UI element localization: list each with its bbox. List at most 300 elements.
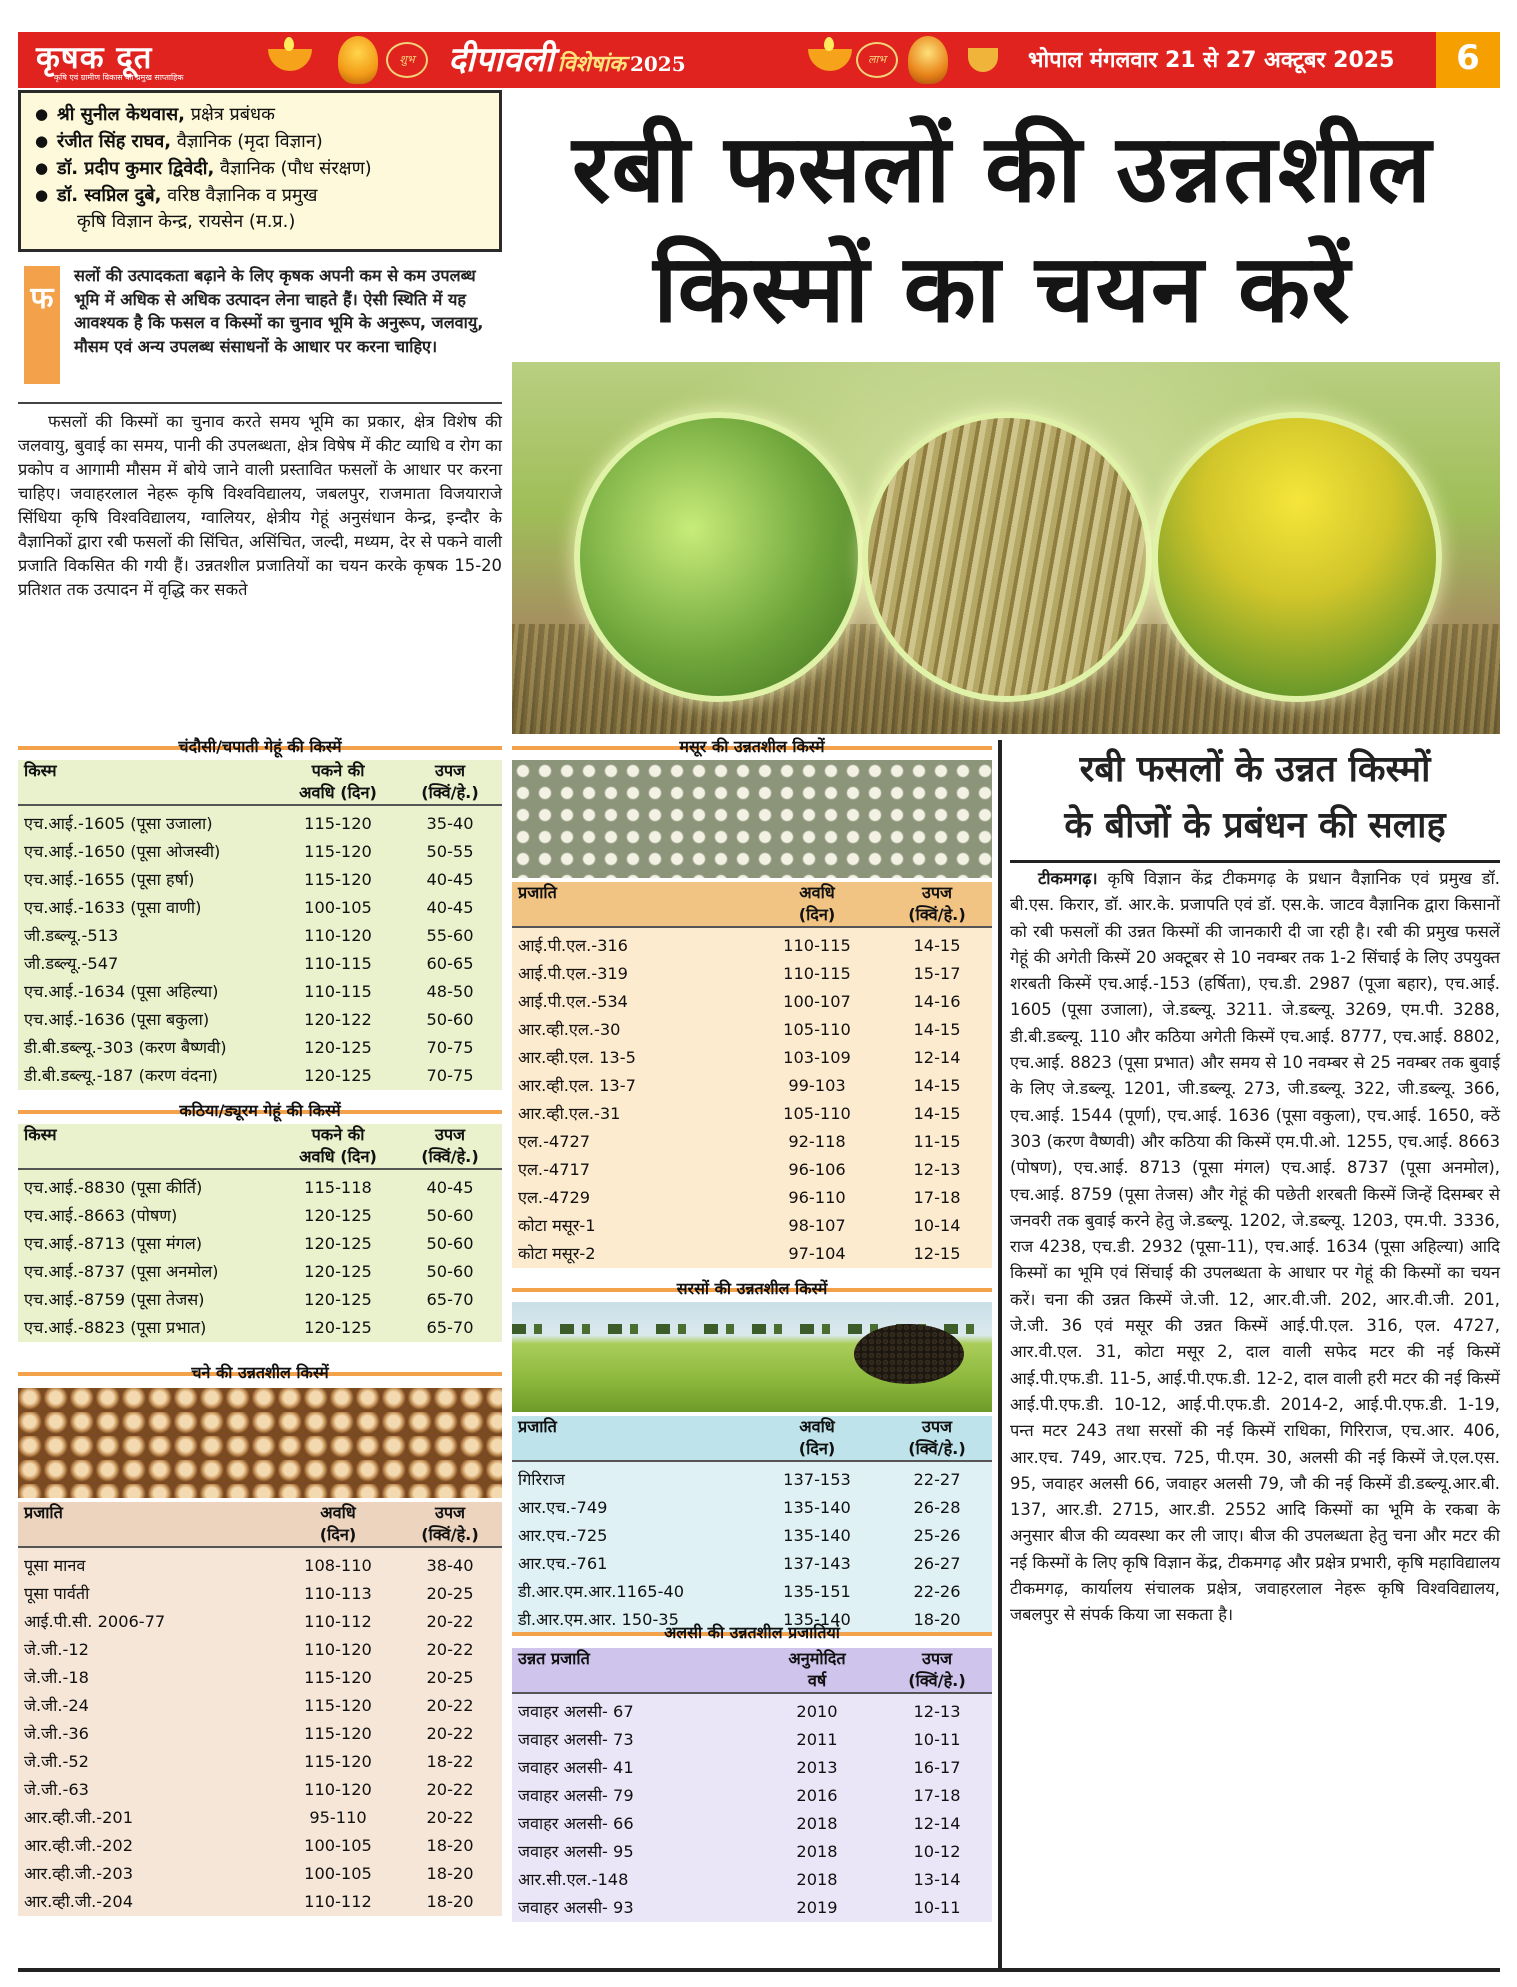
variety-name: एच.आई.-1655 (पूसा हर्षा) <box>24 870 195 889</box>
variety-name: एच.आई.-1633 (पूसा वाणी) <box>24 898 202 917</box>
col-header: अवधि <box>799 1417 835 1436</box>
duration-value: 105-110 <box>783 1104 851 1123</box>
author-name: श्री सुनील केथवास, <box>57 104 185 125</box>
alsi-title-text: अलसी की उन्नतशील प्रजातियां <box>664 1623 840 1642</box>
yield-value: 13-14 <box>913 1870 961 1889</box>
yield-value: 16-17 <box>913 1758 961 1777</box>
table-row <box>18 1314 502 1342</box>
table-row <box>18 1062 502 1090</box>
variety-name: एच.आई.-8663 (पोषण) <box>24 1206 178 1225</box>
duration-value: 137-153 <box>783 1470 851 1489</box>
table-row <box>18 1608 502 1636</box>
col-header: पकने की <box>311 1125 365 1144</box>
side-article-headline <box>1010 742 1500 854</box>
duration-value: 115-120 <box>304 1668 372 1687</box>
duration-value: 135-140 <box>783 1610 851 1629</box>
table-row <box>18 1748 502 1776</box>
variety-name: जे.जी.-63 <box>24 1780 89 1799</box>
table-row <box>512 927 992 960</box>
col-header: अवधि (दिन) <box>278 1146 398 1169</box>
yield-value: 12-13 <box>913 1160 961 1179</box>
variety-name: एच.आई.-8713 (पूसा मंगल) <box>24 1234 203 1253</box>
yield-value: 14-15 <box>913 1020 961 1039</box>
col-header: प्रजाति <box>24 1503 63 1522</box>
table-row <box>18 1286 502 1314</box>
variety-name: जवाहर अलसी- 73 <box>518 1730 634 1749</box>
page-number: 6 <box>1456 38 1480 78</box>
wheat-chandausi-title <box>18 736 502 758</box>
yield-value: 50-60 <box>426 1206 474 1225</box>
chana-table <box>18 1502 502 1916</box>
yield-value: 20-22 <box>426 1696 474 1715</box>
variety-name: एच.आई.-1605 (पूसा उजाला) <box>24 814 213 833</box>
edition-title-special: विशेषांक <box>557 51 626 77</box>
yield-value: 65-70 <box>426 1318 474 1337</box>
col-header: वर्ष <box>752 1670 882 1693</box>
duration-value: 2011 <box>796 1730 838 1749</box>
logo-tagline: कृषि एवं ग्रामीण विकास का प्रमुख साप्ताहिक <box>54 73 184 82</box>
duration-value: 120-125 <box>304 1262 372 1281</box>
duration-value: 2010 <box>796 1702 838 1721</box>
table-row <box>18 1832 502 1860</box>
yield-value: 25-26 <box>913 1526 961 1545</box>
yield-value: 20-22 <box>426 1780 474 1799</box>
duration-value: 96-110 <box>788 1188 846 1207</box>
yield-value: 11-15 <box>913 1132 961 1151</box>
duration-value: 120-125 <box>304 1066 372 1085</box>
col-header: (क्विं/हे.) <box>882 904 992 927</box>
variety-name: आई.पी.एल.-316 <box>518 936 628 955</box>
yield-value: 60-65 <box>426 954 474 973</box>
variety-name: आर.एच.-725 <box>518 1526 608 1545</box>
col-header: उपज <box>434 1503 466 1522</box>
variety-name: एल.-4727 <box>518 1132 591 1151</box>
table-row <box>512 1461 992 1494</box>
table-row <box>18 1258 502 1286</box>
duration-value: 110-115 <box>304 982 372 1001</box>
lamp-icon <box>968 48 998 72</box>
col-header: (दिन) <box>278 1524 398 1547</box>
labh-badge: लाभ <box>856 42 898 78</box>
mustard-field-photo <box>512 1302 992 1412</box>
yield-value: 17-18 <box>913 1786 961 1805</box>
lead-paragraph <box>18 256 502 399</box>
variety-name: जी.डब्ल्यू.-513 <box>24 926 119 945</box>
duration-value: 135-140 <box>783 1498 851 1517</box>
duration-value: 120-125 <box>304 1038 372 1057</box>
wheat-circle-image <box>862 412 1152 702</box>
duration-value: 2018 <box>796 1870 838 1889</box>
table-row <box>512 1494 992 1522</box>
masoor-title-text: मसूर की उन्नतशील किस्में <box>679 737 825 756</box>
col-header: प्रजाति <box>518 1417 557 1436</box>
col-header: (दिन) <box>752 904 882 927</box>
duration-value: 110-120 <box>304 926 372 945</box>
table-row <box>18 1720 502 1748</box>
variety-name: आर.सी.एल.-148 <box>518 1870 629 1889</box>
table-row <box>512 988 992 1016</box>
edition-title-main: दीपावली <box>448 40 554 80</box>
diya-icon <box>268 49 312 71</box>
table-row <box>18 1034 502 1062</box>
yield-value: 22-27 <box>913 1470 961 1489</box>
headline-line-2: के बीजों के प्रबंधन की सलाह <box>1064 805 1446 846</box>
page-number-box <box>1436 32 1500 88</box>
duration-value: 100-107 <box>783 992 851 1011</box>
divider <box>18 402 502 404</box>
duration-value: 110-112 <box>304 1892 372 1911</box>
yield-value: 40-45 <box>426 1178 474 1197</box>
variety-name: जवाहर अलसी- 93 <box>518 1898 634 1917</box>
chana-title-text: चने की उन्नतशील किस्में <box>191 1363 329 1382</box>
table-row <box>18 1804 502 1832</box>
variety-name: आर.एच.-761 <box>518 1554 608 1573</box>
table-row <box>18 866 502 894</box>
side-article-body <box>1010 866 1500 1629</box>
alsi-title <box>512 1622 992 1644</box>
variety-name: जे.जी.-24 <box>24 1696 89 1715</box>
variety-name: जवाहर अलसी- 95 <box>518 1842 634 1861</box>
yield-value: 38-40 <box>426 1556 474 1575</box>
yield-value: 50-60 <box>426 1262 474 1281</box>
page-title <box>512 110 1492 350</box>
duration-value: 137-143 <box>783 1554 851 1573</box>
variety-name: एल.-4717 <box>518 1160 591 1179</box>
col-header: अवधि <box>799 883 835 902</box>
table-body <box>18 1169 502 1342</box>
duration-value: 97-104 <box>788 1244 846 1263</box>
yield-value: 50-60 <box>426 1234 474 1253</box>
variety-name: गिरिराज <box>518 1470 565 1489</box>
duration-value: 110-115 <box>783 936 851 955</box>
logo-text: कृषक दूत <box>36 40 153 76</box>
table-row <box>512 960 992 988</box>
variety-name: आर.व्ही.जी.-204 <box>24 1892 134 1911</box>
author-item <box>35 101 485 128</box>
author-role: वरिष्ठ वैज्ञानिक व प्रमुख <box>167 185 318 206</box>
table-row <box>18 894 502 922</box>
yield-value: 22-26 <box>913 1582 961 1601</box>
divider <box>1010 860 1500 863</box>
variety-name: जे.जी.-52 <box>24 1752 89 1771</box>
duration-value: 2018 <box>796 1814 838 1833</box>
author-box <box>18 90 502 252</box>
variety-name: पूसा पार्वती <box>24 1584 90 1603</box>
table-row <box>512 1156 992 1184</box>
col-header: किस्म <box>24 1125 57 1144</box>
side-article-text: कृषि विज्ञान केंद्र टीकमगढ़ के प्रधान वैज्ञानिक एवं प्रमुख डॉ. बी.एस. किरार, डॉ. आर.के. प्रजापति एवं डॉ. एस.के. जाटव वैज्ञानिक द्वारा किसानों को रबी फसलों की उन्नत किस्मों की जानकारी दी जा रही है। रबी की प्रमुख फसलें गेहूं की अगेती किस्में 20 अक्टूबर से 10 नवम्बर तक 1-2 सिंचाई के लिए उपयुक्त शरबती किस्में एच.आई.-153 (हर्षिता), एच.डी. 2987 (पूजा बहार), एच.आई. 1605 (पूसा उजाला), जे.डब्ल्यू. 3211. जे.डब्ल्यू. 3269, एम.पी. 3288, डी.बी.डब्ल्यू. 110 और कठिया अगेती किस्में एच.आई. 8777, एच.आई. 8802, एच.आई. 8823 (पूसा प्रभात) और समय से 10 नवम्बर से 25 नवम्बर तक बुवाई के लिए जे.डब्ल्यू. 1201, जी.डब्ल्यू. 273, जी.डब्ल्यू. 322, जी.डब्ल्यू. 366, एच.आई. 1544 (पूर्णा), एच.आई. 1636 (पूसा वकुला), एच.आई. 1650, क्ठें 303 (करण वैष्णवी) और कठिया की किस्में एम.पी.ओ. 1255, एच.आई. 8663 (पोषण), एच.आई. 8713 (पूसा मंगल) एच.आई. 8737 (पूसा अनमोल), एच.आई. 8759 (पूसा तेजस) और गेहूं की पछेती शरबती किस्में जिन्हें दिसम्बर से जनवरी तक बुवाई करने हेतु जे.डब्ल्यू. 1202, जे.डब्ल्यू. 1203, एम.पी. 3336, राज 4238, एच.डी. 2932 (पूसा-11), एच.आई. 1634 (पूसा अहिल्या) आदि किस्मों का भूमि एवं सिंचाई की उपलब्धता के आधार पर गेहूं की किस्मों का चयन करें। चना की उन्नत किस्में जे.जी. 12, आर.वी.जी. 202, आर.वी.जी. 201, जे.जी. 36 एवं मसूर की उन्नत किस्में आई.पी.एल. 316, एल. 4727, आर.वी.एल. 31, कोटा मसूर 2, दाल वाली सफेद मटर की नई किस्में आई.पी.एफ.डी. 11-5, आई.पी.एफ.डी. 12-2, दाल वाली हरी मटर की नई किस्में आई.पी.एफ.डी. 10-12, आई.पी.एफ.डी. 2014-2, आई.पी.एफ.डी. 1-19, पन्त मटर 243 तथा सरसों की नई किस्में राधिका, गिरिराज, एच.आर. 406, आर.एच. 749, आर.एच. 725, पी.एम. 30, अलसी की नई किस्में जे.एल.एस. 95, जवाहर अलसी 66, जवाहर अलसी 79, जौ की नई किस्में डी.डब्ल्यू.आर.बी. 137, आर.डी. 2715, आर.डी. 2552 आदि किस्मों का भूमि के रकबा के अनुसार बीज की व्यवस्था कर ली जाए। बीज की उपलब्धता हेतु चना और मटर की नई किस्मों के लिए कृषि विज्ञान केंद्र, टीकमगढ़ और प्रक्षेत्र प्रभारी, कृषि महाविद्यालय टीकमगढ़, कार्यालय संचालक प्रक्षेत्र, जवाहरलाल नेहरू कृषि विश्वविद्यालय, जबलपुर से संपर्क किया जा सकता है। <box>1010 869 1500 1625</box>
table-row <box>18 1169 502 1202</box>
variety-name: कोटा मसूर-1 <box>518 1216 596 1235</box>
title-line-1: रबी फसलों की उन्नतशील <box>572 115 1432 224</box>
variety-name: एच.आई.-1650 (पूसा ओजस्वी) <box>24 842 221 861</box>
table-row <box>512 1894 992 1922</box>
table-row <box>512 1044 992 1072</box>
alsi-table <box>512 1648 992 1922</box>
yield-value: 18-22 <box>426 1752 474 1771</box>
table-row <box>18 1692 502 1720</box>
variety-name: एच.आई.-8737 (पूसा अनमोल) <box>24 1262 219 1281</box>
masoor-table <box>512 882 992 1268</box>
author-org: कृषि विज्ञान केन्द्र, रायसेन (म.प्र.) <box>77 211 296 232</box>
duration-value: 103-109 <box>783 1048 851 1067</box>
table-row <box>18 1547 502 1580</box>
yield-value: 15-17 <box>913 964 961 983</box>
yield-value: 20-22 <box>426 1724 474 1743</box>
table-row <box>512 1100 992 1128</box>
col-header: उपज <box>921 1649 953 1668</box>
duration-value: 120-122 <box>304 1010 372 1029</box>
table-row <box>18 1230 502 1258</box>
duration-value: 115-120 <box>304 814 372 833</box>
author-item <box>35 128 485 155</box>
col-header: (दिन) <box>752 1438 882 1461</box>
duration-value: 115-120 <box>304 1696 372 1715</box>
duration-value: 2019 <box>796 1898 838 1917</box>
yield-value: 14-15 <box>913 936 961 955</box>
yield-value: 35-40 <box>426 814 474 833</box>
variety-name: एल.-4729 <box>518 1188 591 1207</box>
yield-value: 20-22 <box>426 1808 474 1827</box>
duration-value: 108-110 <box>304 1556 372 1575</box>
variety-name: आर.व्ही.जी.-202 <box>24 1836 134 1855</box>
table-row <box>18 950 502 978</box>
variety-name: एच.आई.-8823 (पूसा प्रभात) <box>24 1318 207 1337</box>
yield-value: 48-50 <box>426 982 474 1001</box>
yield-value: 65-70 <box>426 1290 474 1309</box>
yield-value: 50-60 <box>426 1010 474 1029</box>
sarson-title <box>512 1278 992 1300</box>
table-row <box>512 1184 992 1212</box>
col-header: अवधि (दिन) <box>278 782 398 805</box>
wheat-kathia-title-text: कठिया/ड्यूरम गेहूं की किस्में <box>179 1101 341 1120</box>
col-header: (क्विं/हे.) <box>882 1670 992 1693</box>
chickpea-seeds-photo <box>18 1388 502 1498</box>
col-header: (क्विं/हे.) <box>398 1524 502 1547</box>
laxmi-icon <box>908 36 948 84</box>
masthead <box>18 32 1500 88</box>
col-header: उपज <box>921 1417 953 1436</box>
author-name: डॉ. स्वप्निल दुबे, <box>57 185 162 206</box>
table-body <box>512 1693 992 1922</box>
yield-value: 12-15 <box>913 1244 961 1263</box>
variety-name: डी.आर.एम.आर. 150-35 <box>518 1610 679 1629</box>
duration-value: 2013 <box>796 1758 838 1777</box>
duration-value: 120-125 <box>304 1206 372 1225</box>
col-header: उन्नत प्रजाति <box>518 1649 590 1668</box>
yield-value: 20-25 <box>426 1584 474 1603</box>
sarson-table <box>512 1416 992 1634</box>
duration-value: 115-120 <box>304 1724 372 1743</box>
yield-value: 70-75 <box>426 1066 474 1085</box>
author-item <box>35 182 485 209</box>
yield-value: 10-11 <box>913 1898 961 1917</box>
lead-text: सलों की उत्पादकता बढ़ाने के लिए कृषक अपनी कम से कम उपलब्ध भूमि में अधिक से अधिक उत्पादन लेना चाहते हैं। ऐसी स्थिति में यह आवश्यक है कि फसल व किस्मों का चुनाव भूमि के अनुरूप, जलवायु, मौसम एवं अन्य उपलब्ध संसाधनों के आधार पर करना चाहिए। <box>74 266 484 356</box>
yield-value: 17-18 <box>913 1188 961 1207</box>
chana-title <box>18 1362 502 1384</box>
table-row <box>512 1072 992 1100</box>
drop-cap: फ <box>24 266 60 384</box>
yield-value: 20-22 <box>426 1612 474 1631</box>
masoor-title <box>512 736 992 758</box>
crops-hero-image <box>512 362 1500 734</box>
yield-value: 20-22 <box>426 1640 474 1659</box>
title-line-2: किस्मों का चयन करें <box>653 235 1351 344</box>
duration-value: 96-106 <box>788 1160 846 1179</box>
yield-value: 18-20 <box>913 1610 961 1629</box>
author-role: प्रक्षेत्र प्रबंधक <box>190 104 275 125</box>
col-header: उपज <box>434 761 466 780</box>
table-row <box>18 922 502 950</box>
table-body <box>512 1461 992 1634</box>
col-header: (क्विं/हे.) <box>398 782 502 805</box>
yield-value: 26-28 <box>913 1498 961 1517</box>
variety-name: जवाहर अलसी- 79 <box>518 1786 634 1805</box>
wheat-chandausi-title-text: चंदौसी/चपाती गेहूं की किस्में <box>178 737 342 756</box>
table-body <box>18 1547 502 1916</box>
col-header: पकने की <box>311 761 365 780</box>
variety-name: जवाहर अलसी- 67 <box>518 1702 634 1721</box>
variety-name: आर.व्ही.एल.-31 <box>518 1104 621 1123</box>
yield-value: 40-45 <box>426 870 474 889</box>
yield-value: 12-14 <box>913 1048 961 1067</box>
lentil-seeds-photo <box>512 760 992 878</box>
chickpea-circle-image <box>574 412 864 702</box>
variety-name: पूसा मानव <box>24 1556 86 1575</box>
variety-name: जवाहर अलसी- 66 <box>518 1814 634 1833</box>
duration-value: 110-115 <box>304 954 372 973</box>
table-row <box>18 1860 502 1888</box>
variety-name: एच.आई.-1634 (पूसा अहिल्या) <box>24 982 219 1001</box>
variety-name: जे.जी.-12 <box>24 1640 89 1659</box>
yield-value: 26-27 <box>913 1554 961 1573</box>
duration-value: 110-112 <box>304 1612 372 1631</box>
duration-value: 105-110 <box>783 1020 851 1039</box>
col-header: उपज <box>921 883 953 902</box>
table-row <box>512 1212 992 1240</box>
variety-name: आर.व्ही.जी.-203 <box>24 1864 134 1883</box>
author-name: रंजीत सिंह राघव, <box>57 131 172 152</box>
duration-value: 2016 <box>796 1786 838 1805</box>
table-row <box>512 1754 992 1782</box>
yield-value: 50-55 <box>426 842 474 861</box>
table-row <box>512 1866 992 1894</box>
variety-name: आई.पी.सी. 2006-77 <box>24 1612 166 1631</box>
duration-value: 2018 <box>796 1842 838 1861</box>
variety-name: कोटा मसूर-2 <box>518 1244 596 1263</box>
duration-value: 110-115 <box>783 964 851 983</box>
duration-value: 115-120 <box>304 870 372 889</box>
table-row <box>512 1810 992 1838</box>
table-row <box>512 1838 992 1866</box>
variety-name: आर.एच.-749 <box>518 1498 608 1517</box>
duration-value: 110-120 <box>304 1640 372 1659</box>
yield-value: 14-15 <box>913 1076 961 1095</box>
table-row <box>18 1636 502 1664</box>
yield-value: 40-45 <box>426 898 474 917</box>
author-name: डॉ. प्रदीप कुमार द्विवेदी, <box>57 158 215 179</box>
duration-value: 115-118 <box>304 1178 372 1197</box>
duration-value: 115-120 <box>304 842 372 861</box>
col-header: (क्विं/हे.) <box>882 1438 992 1461</box>
table-row <box>18 1664 502 1692</box>
yield-value: 14-16 <box>913 992 961 1011</box>
duration-value: 135-151 <box>783 1582 851 1601</box>
duration-value: 135-140 <box>783 1526 851 1545</box>
headline-line-1: रबी फसलों के उन्नत किस्मों <box>1079 749 1431 790</box>
diya-icon <box>808 49 852 71</box>
variety-name: एच.आई.-8830 (पूसा कीर्ति) <box>24 1178 203 1197</box>
table-row <box>512 1128 992 1156</box>
variety-name: डी.बी.डब्ल्यू.-303 (करण बैष्णवी) <box>24 1038 227 1057</box>
yield-value: 55-60 <box>426 926 474 945</box>
duration-value: 95-110 <box>309 1808 367 1827</box>
variety-name: जी.डब्ल्यू.-547 <box>24 954 119 973</box>
mustard-circle-image <box>1152 412 1442 702</box>
variety-name: आर.व्ही.एल.-30 <box>518 1020 621 1039</box>
yield-value: 20-25 <box>426 1668 474 1687</box>
duration-value: 99-103 <box>788 1076 846 1095</box>
mustard-seeds <box>854 1324 964 1384</box>
duration-value: 110-113 <box>304 1584 372 1603</box>
duration-value: 115-120 <box>304 1752 372 1771</box>
yield-value: 12-14 <box>913 1814 961 1833</box>
table-row <box>512 1522 992 1550</box>
table-row <box>18 1776 502 1804</box>
table-row <box>18 1006 502 1034</box>
edition-year: 2025 <box>629 52 686 76</box>
yield-value: 70-75 <box>426 1038 474 1057</box>
duration-value: 98-107 <box>788 1216 846 1235</box>
table-body <box>512 927 992 1268</box>
table-row <box>512 1016 992 1044</box>
table-row <box>18 1580 502 1608</box>
author-role: वैज्ञानिक (पौध संरक्षण) <box>220 158 372 179</box>
variety-name: डी.आर.एम.आर.1165-40 <box>518 1582 685 1601</box>
wheat-kathia-table <box>18 1124 502 1342</box>
duration-value: 100-105 <box>304 1864 372 1883</box>
table-row <box>512 1578 992 1606</box>
col-header: अनुमोदित <box>788 1649 846 1668</box>
intro-body: फसलों की किस्मों का चुनाव करते समय भूमि का प्रकार, क्षेत्र विशेष की जलवायु, बुवाई का समय, पानी की उपलब्धता, क्षेत्र विषेष में कीट व्याधि व रोग का प्रकोप व आगामी मौसम में बोये जाने वाली प्रस्तावित फसलों के आधार पर करना चाहिए। जवाहरलाल नेहरू कृषि विश्वविद्यालय, जबलपुर, राजमाता विजयाराजे सिंधिया कृषि विश्वविद्यालय, ग्वालियर, क्षेत्रीय गेहूं अनुसंधान केन्द्र, इन्दौर के वैज्ञानिकों द्वारा रबी फसलों की सिंचित, असिंचित, जल्दी, मध्यम, देर से पकने वाली प्रजाति विकसित की गयी हैं। उन्नतशील प्रजातियों का चयन करके कृषक 15-20 प्रतिशत तक उत्पादन में वृद्धि कर सकते <box>18 412 502 599</box>
shubh-badge: शुभ <box>386 42 428 78</box>
col-header: (क्विं/हे.) <box>398 1146 502 1169</box>
yield-value: 10-14 <box>913 1216 961 1235</box>
col-header: प्रजाति <box>518 883 557 902</box>
page-bottom-rule <box>18 1968 1500 1972</box>
duration-value: 120-125 <box>304 1290 372 1309</box>
yield-value: 18-20 <box>426 1836 474 1855</box>
yield-value: 10-12 <box>913 1842 961 1861</box>
author-list <box>35 101 485 209</box>
table-row <box>18 978 502 1006</box>
table-row <box>512 1693 992 1726</box>
variety-name: जे.जी.-18 <box>24 1668 89 1687</box>
duration-value: 100-105 <box>304 898 372 917</box>
variety-name: एच.आई.-1636 (पूसा बकुला) <box>24 1010 210 1029</box>
dateline-place: टीकमगढ़। <box>1038 869 1098 888</box>
col-header: उपज <box>434 1125 466 1144</box>
table-row <box>512 1550 992 1578</box>
col-header: किस्म <box>24 761 57 780</box>
table-row <box>18 805 502 838</box>
author-role: वैज्ञानिक (मृदा विज्ञान) <box>176 131 323 152</box>
variety-name: जवाहर अलसी- 41 <box>518 1758 634 1777</box>
date-line: भोपाल मंगलवार 21 से 27 अक्टूबर 2025 <box>1028 48 1395 73</box>
duration-value: 110-120 <box>304 1780 372 1799</box>
variety-name: आर.व्ही.एल. 13-5 <box>518 1048 636 1067</box>
duration-value: 120-125 <box>304 1318 372 1337</box>
